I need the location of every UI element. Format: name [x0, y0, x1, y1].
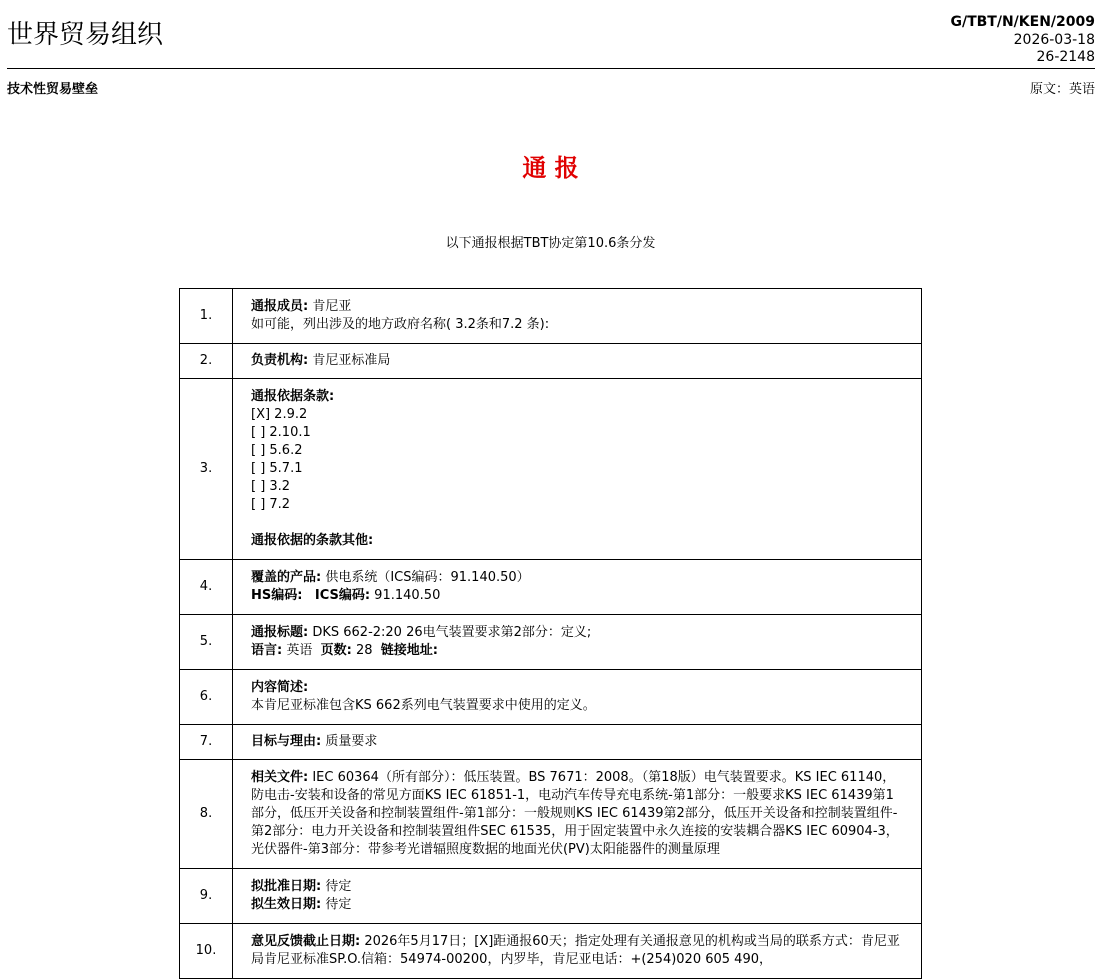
- table-row: [180, 924, 922, 979]
- approval-date-label: 拟批准日期:: [251, 879, 322, 894]
- article-option: [ ] 5.7.1: [251, 461, 303, 476]
- table-row: [180, 869, 922, 924]
- field-label: 通报成员:: [251, 299, 309, 314]
- row-content: [233, 924, 922, 979]
- language-value: 英语: [282, 643, 313, 658]
- article-option: [X] 2.9.2: [251, 407, 308, 422]
- row-number: 1.: [180, 289, 233, 344]
- field-value: 本肯尼亚标准包含KS 662系列电气装置要求中使用的定义。: [251, 698, 596, 713]
- field-value: 肯尼亚标准局: [308, 353, 391, 368]
- table-row: [180, 670, 922, 725]
- approval-date-value: 待定: [321, 879, 352, 894]
- committee-name: 技术性贸易壁垒: [7, 82, 99, 97]
- row-content: [233, 344, 922, 379]
- document-date: 2026-03-18: [1013, 31, 1095, 48]
- document-meta: [950, 14, 1095, 67]
- field-note: 如可能，列出涉及的地方政府名称( 3.2条和7.2 条):: [251, 317, 550, 332]
- field-label: 通报依据条款:: [251, 389, 335, 404]
- notice-intro: 以下通报根据TBT协定第10.6条分发: [445, 236, 656, 251]
- row-number: 9.: [180, 869, 233, 924]
- notification-table: [179, 288, 922, 979]
- field-value: DKS 662-2:20 26电气装置要求第2部分：定义;: [308, 625, 592, 640]
- pages-label: 页数:: [320, 643, 352, 658]
- table-row: [180, 379, 922, 560]
- field-label: 内容简述:: [251, 680, 309, 695]
- row-number: 8.: [180, 760, 233, 869]
- row-number: 7.: [180, 725, 233, 760]
- document-symbol: G/TBT/N/KEN/2009: [950, 14, 1095, 30]
- table-row: [180, 289, 922, 344]
- article-option: [ ] 3.2: [251, 479, 291, 494]
- pages-value: 28: [351, 643, 373, 658]
- field-label: 通报标题:: [251, 625, 309, 640]
- header-divider: [7, 68, 1095, 69]
- spacer: [251, 514, 903, 532]
- effective-date-label: 拟生效日期:: [251, 897, 322, 912]
- effective-date-value: 待定: [321, 897, 352, 912]
- row-content: [233, 725, 922, 760]
- row-content: [233, 379, 922, 560]
- article-option: [ ] 5.6.2: [251, 443, 303, 458]
- link-label: 链接地址:: [380, 643, 438, 658]
- row-number: 10.: [180, 924, 233, 979]
- row-number: 6.: [180, 670, 233, 725]
- row-content: [233, 289, 922, 344]
- table-row: [180, 560, 922, 615]
- row-content: [233, 670, 922, 725]
- field-value: 供电系统（ICS编码：91.140.50）: [321, 570, 530, 585]
- document-ref-number: 26-2148: [1036, 49, 1095, 65]
- original-language: 原文：英语: [1029, 82, 1095, 97]
- hs-code-label: HS编码:: [251, 588, 303, 603]
- article-option: [ ] 2.10.1: [251, 425, 311, 440]
- field-label: 相关文件:: [251, 770, 309, 785]
- table-row: [180, 344, 922, 379]
- field-value: 肯尼亚: [308, 299, 352, 314]
- table-row: [180, 725, 922, 760]
- table-row: [180, 615, 922, 670]
- organization-title: 世界贸易组织: [7, 20, 164, 50]
- document-header: [0, 0, 1101, 100]
- field-value: 2026年5月17日；[X]距通报60天；指定处理有关通报意见的机构或当局的联系方式：肯尼亚局肯尼亚标准SP.O.信箱：54974-00200，内罗毕，肯尼亚电话：+(254)020 605 490，: [251, 934, 900, 967]
- row-number: 2.: [180, 344, 233, 379]
- row-content: [233, 615, 922, 670]
- field-label: 目标与理由:: [251, 734, 322, 749]
- article-option: [ ] 7.2: [251, 497, 291, 512]
- row-content: [233, 560, 922, 615]
- row-number: 5.: [180, 615, 233, 670]
- ics-code-label: ICS编码:: [314, 588, 371, 603]
- field-label: 意见反馈截止日期:: [251, 934, 361, 949]
- field-value: IEC 60364（所有部分）：低压装置。BS 7671：2008。（第18版）电气装置要求。KS IEC 61140，防电击-安装和设备的常见方面KS IEC 61851-1，电动汽车传导充电系统-第1部分：一般要求KS IEC 61439第1部分，低压开关设备和控制装置组件-第1部分：一般规则KS IEC 61439第2部分，低压开关设备和控制装置组件-第2部分：电力开关设备和控制装置组件SEC 61535，用于固定装置中永久连接的安装耦合器KS IEC 60904-3，光伏器件-第3部分：带参考光谱辐照度数据的地面光伏(PV)太阳能器件的测量原理: [251, 770, 899, 857]
- language-label: 语言:: [251, 643, 283, 658]
- ics-code-value: 91.140.50: [370, 588, 441, 603]
- row-number: 4.: [180, 560, 233, 615]
- table-row: [180, 760, 922, 869]
- field-label: 通报依据的条款其他:: [251, 533, 374, 548]
- row-content: [233, 760, 922, 869]
- field-label: 覆盖的产品:: [251, 570, 322, 585]
- row-content: [233, 869, 922, 924]
- field-value: 质量要求: [321, 734, 378, 749]
- row-number: 3.: [180, 379, 233, 560]
- notice-title: 通 报: [522, 154, 579, 182]
- field-label: 负责机构:: [251, 353, 309, 368]
